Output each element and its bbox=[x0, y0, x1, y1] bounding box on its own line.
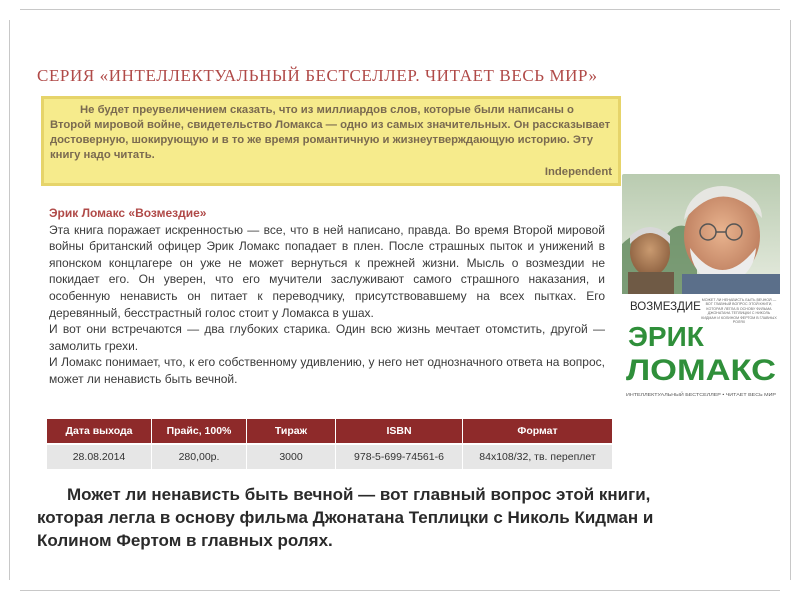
frame-right-line bbox=[790, 20, 791, 580]
quote-box bbox=[41, 96, 621, 186]
table-header-cell: Прайс, 100% bbox=[152, 419, 247, 444]
release-info-table bbox=[47, 419, 613, 469]
table-header-cell: Тираж bbox=[247, 419, 336, 444]
table-header-cell: ISBN bbox=[336, 419, 463, 444]
table-header-cell: Формат bbox=[463, 419, 613, 444]
quote-source: Independent bbox=[544, 166, 612, 178]
table-cell: 280,00р. bbox=[152, 444, 247, 469]
cover-series-line: ИНТЕЛЛЕКТУАЛЬНЫЙ БЕСТСЕЛЛЕР • ЧИТАЕТ ВЕСЬ МИР bbox=[626, 392, 755, 397]
description-paragraph-1: Эта книга поражает искренностью — все, что в ней написано, правда. Во время Второй мировой войны британский офицер Эрик Ломакс попадает в плен. После страшных пыток и унижений в японском концлагере он уже не может вернуться к прежней жизни. Мысль о возмездии не покидает его. Он уверен, что его мучители заслуживают самого страшного наказания, и особенную ненависть он питает к переводчику, присутствовавшему на всех пытках. Его деревянный, бесстрастный голос стоит у Ломакса в ушах. bbox=[49, 222, 605, 320]
cover-author-first: ЭРИК bbox=[628, 321, 704, 352]
table-header-row bbox=[47, 419, 613, 444]
book-cover bbox=[622, 174, 780, 406]
slide-title: СЕРИЯ «ИНТЕЛЛЕКТУАЛЬНЫЙ БЕСТСЕЛЛЕР. ЧИТАЕТ ВЕСЬ МИР» bbox=[37, 66, 598, 85]
table-header-cell: Дата выхода bbox=[47, 419, 152, 444]
description-heading: Эрик Ломакс «Возмездие» bbox=[49, 206, 207, 220]
table-cell: 978-5-699-74561-6 bbox=[336, 444, 463, 469]
table-cell: 28.08.2014 bbox=[47, 444, 152, 469]
book-cover-art bbox=[622, 174, 780, 406]
table-row bbox=[47, 444, 613, 469]
cover-title-small: ВОЗМЕЗДИЕ bbox=[630, 301, 701, 313]
description-paragraph-3: И Ломакс понимает, что, к его собственному удивлению, у него нет однозначного ответа на вопрос, может ли ненависть быть вечной. bbox=[49, 355, 605, 386]
quote-text: Не будет преувеличением сказать, что из миллиардов слов, которые были написаны о Второй мировой войне, свидетельство Ломакса — одно из самых значительных. Он рассказывает достоверную, шокирующую и в то же время романтичную и жизнеутверждающую историю. Эту книгу надо читать. bbox=[50, 104, 611, 161]
description-paragraph-2: И вот они встречаются — два глубоких старика. Один всю жизнь мечтает отомстить, другой — замолить грехи. bbox=[49, 322, 605, 353]
bottom-statement bbox=[37, 483, 697, 552]
frame-top-line bbox=[20, 9, 780, 10]
frame-bottom-line bbox=[20, 590, 780, 591]
table-cell: 3000 bbox=[247, 444, 336, 469]
cover-author-last: ЛОМАКС bbox=[626, 354, 776, 387]
cover-blurb: МОЖЕТ ЛИ НЕНАВИСТЬ БЫТЬ ВЕЧНОЙ — ВОТ ГЛАВНЫЙ ВОПРОС ЭТОЙ КНИГИ, КОТОРАЯ ЛЕГЛА В ОСНОВУ ФИЛЬМА ДЖОНАТАНА ТЕПЛИЦКИ С НИКОЛЬ КИДМАН И КОЛИНОМ ФЕРТОМ В ГЛАВНЫХ РОЛЯХ bbox=[701, 298, 777, 325]
frame-left-line bbox=[9, 20, 10, 580]
table-cell: 84х108/32, тв. переплет bbox=[463, 444, 613, 469]
description-block bbox=[49, 205, 605, 388]
bottom-statement-text: Может ли ненависть быть вечной — вот главный вопрос этой книги, которая легла в основу фильма Джонатана Теплицки с Николь Кидман и Колином Фертом в главных ролях. bbox=[37, 485, 654, 550]
